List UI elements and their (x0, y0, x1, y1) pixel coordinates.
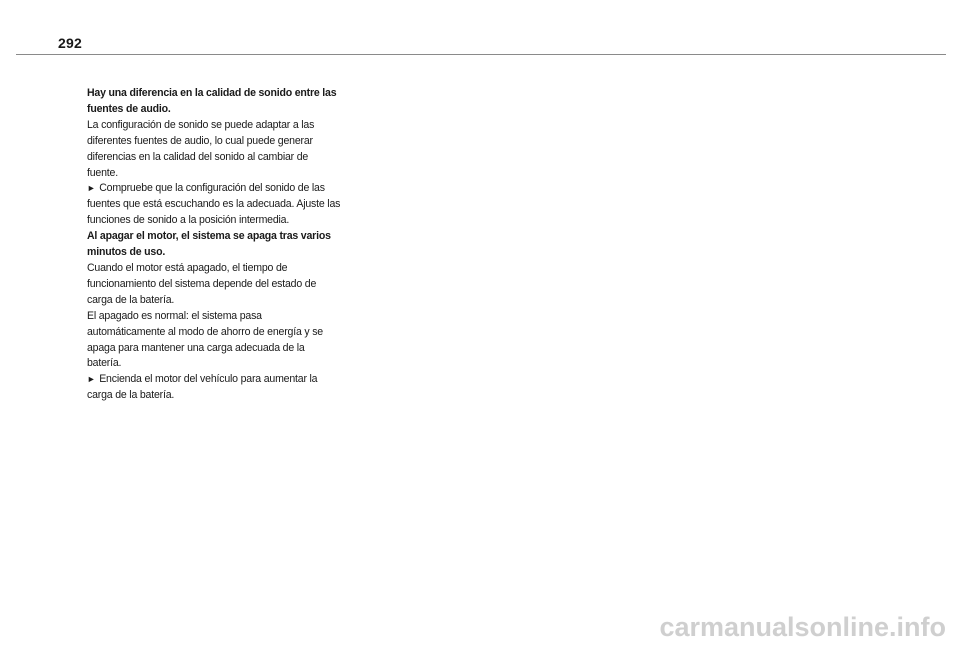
section1-action-text: Compruebe que la configuración del sonido de las fuentes que está escuchando es la adecuada. Ajuste las funciones de sonido a la posición intermedia. (87, 182, 341, 227)
header-divider (16, 54, 946, 55)
arrow-right-icon: ► (87, 374, 96, 385)
page-content (87, 86, 341, 404)
section2-body2: El apagado es normal: el sistema pasa automáticamente al modo de ahorro de energía y se apaga para mantener una carga adecuada de la batería. (87, 309, 323, 370)
arrow-right-icon: ► (87, 183, 96, 194)
section1-body: La configuración de sonido se puede adaptar a las diferentes fuentes de audio, lo cual puede generar diferencias en la calidad del sonido al cambiar de fuente. (87, 118, 315, 179)
section1-heading: Hay una diferencia en la calidad de sonido entre las fuentes de audio. (87, 87, 337, 115)
watermark: carmanualsonline.info (659, 612, 946, 642)
section2-action (87, 372, 341, 404)
section2-heading: Al apagar el motor, el sistema se apaga tras varios minutos de uso. (87, 230, 331, 259)
section1-action (87, 181, 341, 229)
section2-action-text: Encienda el motor del vehículo para aumentar la carga de la batería. (87, 373, 318, 402)
page-number: 292 (58, 35, 82, 51)
section2-body1: Cuando el motor está apagado, el tiempo de funcionamiento del sistema depende del estado de carga de la batería. (87, 261, 317, 306)
